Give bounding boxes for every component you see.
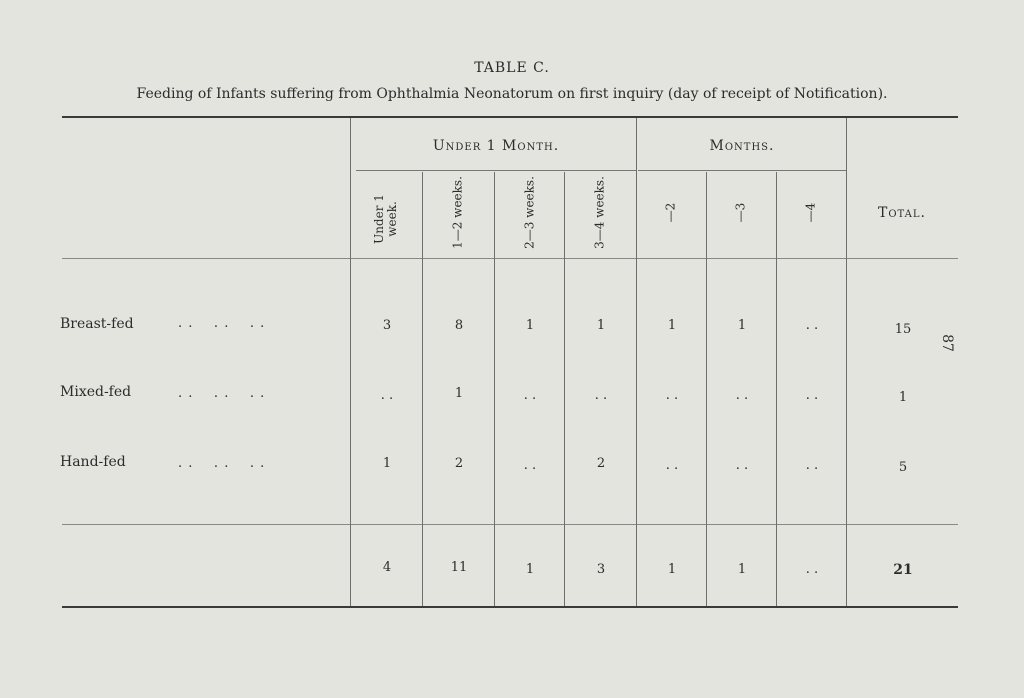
- col-divider: [776, 172, 777, 606]
- row-leader-dots: . . . . . .: [178, 456, 266, 471]
- row-leader-dots: . . . . . .: [178, 316, 266, 331]
- row-total: 15: [894, 322, 912, 337]
- page-number: 87: [938, 334, 955, 352]
- table-cell: . .: [805, 458, 819, 473]
- table-cell: . .: [805, 318, 819, 333]
- table-cell: 1: [525, 318, 535, 333]
- table-cell: . .: [805, 388, 819, 403]
- total-cell: . .: [805, 562, 819, 577]
- table-cell: . .: [523, 458, 537, 473]
- table-subtitle: Feeding of Infants suffering from Ophthalmia Neonatorum on first inquiry (day of receipt of Notification).: [136, 86, 888, 102]
- table-cell: . .: [523, 388, 537, 403]
- col-divider: [636, 118, 637, 606]
- table-cell: . .: [735, 458, 749, 473]
- total-cell: 3: [596, 562, 606, 577]
- table-cell: . .: [594, 388, 608, 403]
- row-total: 5: [898, 460, 908, 475]
- row-label-mixed-fed: Mixed-fed: [60, 384, 132, 400]
- total-cell: 1: [667, 562, 677, 577]
- col-header: —3: [733, 202, 748, 223]
- table-cell: 1: [737, 318, 747, 333]
- col-header: Under 1 week.: [372, 194, 399, 244]
- col-divider: [846, 118, 847, 606]
- header-under-1-month: Under 1 Month.: [432, 138, 560, 154]
- table-cell: 2: [454, 456, 464, 471]
- row-label-hand-fed: Hand-fed: [60, 454, 126, 470]
- total-cell: 4: [382, 560, 392, 575]
- row-total: 1: [898, 390, 908, 405]
- table-cell: 1: [596, 318, 606, 333]
- table-cell: . .: [665, 458, 679, 473]
- col-divider: [422, 172, 423, 606]
- table-cell: 1: [382, 456, 392, 471]
- col-divider: [564, 172, 565, 606]
- table-cell: . .: [665, 388, 679, 403]
- row-leader-dots: . . . . . .: [178, 386, 266, 401]
- total-cell: 1: [737, 562, 747, 577]
- col-header: 1—2 weeks.: [450, 176, 465, 249]
- col-header: 3—4 weeks.: [592, 176, 607, 249]
- table-cell: . .: [380, 388, 394, 403]
- header-months: Months.: [709, 138, 775, 154]
- grand-total: 21: [893, 562, 913, 578]
- col-divider: [350, 118, 351, 606]
- col-header: —4: [803, 202, 818, 223]
- col-header: 2—3 weeks.: [522, 176, 537, 249]
- col-divider: [706, 172, 707, 606]
- total-cell: 1: [525, 562, 535, 577]
- table-cell: 1: [454, 386, 464, 401]
- col-divider: [494, 172, 495, 606]
- table-cell: 2: [596, 456, 606, 471]
- table-cell: . .: [735, 388, 749, 403]
- header-total: Total.: [878, 205, 926, 221]
- row-label-breast-fed: Breast-fed: [60, 316, 134, 332]
- table-cell: 3: [382, 318, 392, 333]
- top-rule: [62, 116, 958, 118]
- header-bottom-rule: [62, 258, 958, 259]
- bottom-rule: [62, 606, 958, 608]
- table-cell: 1: [667, 318, 677, 333]
- table-cell: 8: [454, 318, 464, 333]
- table-title: TABLE C.: [474, 60, 550, 76]
- col-header: —2: [663, 202, 678, 223]
- body-bottom-rule: [62, 524, 958, 525]
- total-cell: 11: [450, 560, 468, 575]
